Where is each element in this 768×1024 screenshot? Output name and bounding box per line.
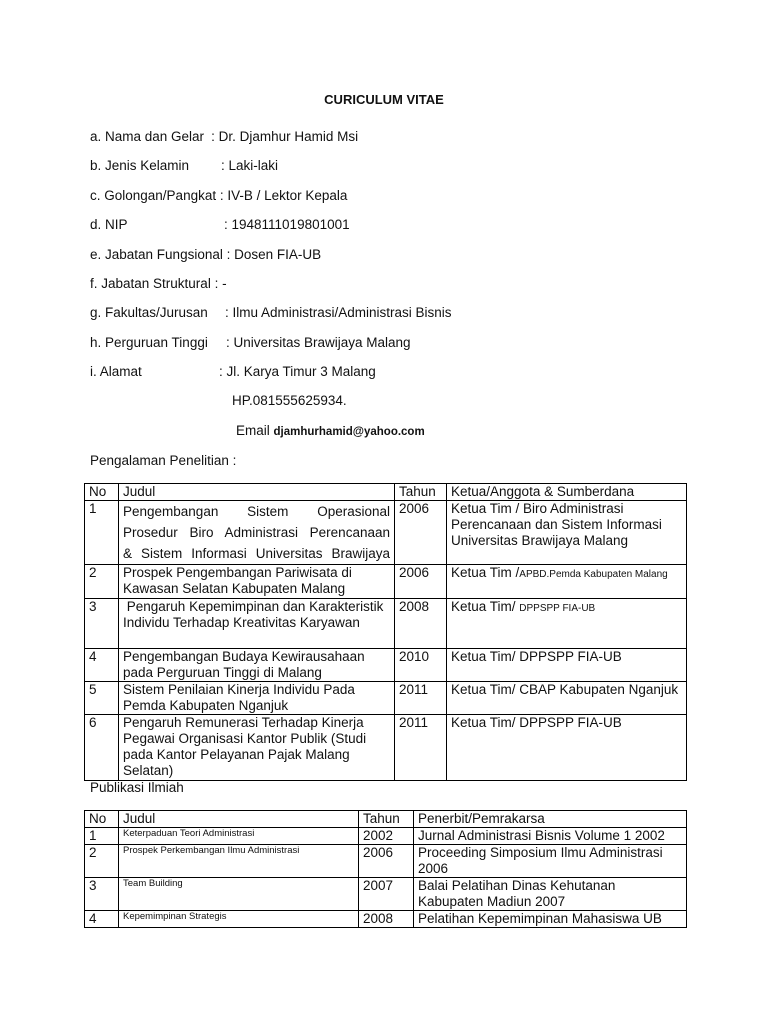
- cell-judul: [119, 501, 395, 565]
- judul-line: & Sistem Informasi Universitas Brawijaya: [123, 546, 390, 561]
- cell-no: 2: [85, 565, 119, 599]
- header-judul: Judul: [119, 484, 395, 501]
- cell-no: 3: [85, 599, 119, 649]
- ketua-text: Ketua Tim/: [451, 599, 520, 614]
- field-value: : Laki-laki: [221, 158, 279, 173]
- header-penerbit: Penerbit/Pemrakarsa: [414, 811, 687, 828]
- ketua-small: DPPSPP FIA-UB: [519, 603, 596, 614]
- table-row: [85, 845, 687, 878]
- cell-tahun: 2006: [395, 565, 447, 599]
- email-address: djamhurhamid@yahoo.com: [273, 426, 425, 438]
- field-value: : IV-B / Lektor Kepala: [219, 188, 348, 203]
- cell-judul: Prospek Perkembangan Ilmu Administrasi: [119, 845, 359, 878]
- field-label: b. Jenis Kelamin: [90, 158, 190, 173]
- publications-table: [84, 810, 687, 928]
- field-fakultas: [90, 305, 452, 320]
- cell-judul: Team Building: [119, 878, 359, 911]
- judul-line: Prosedur Biro Administrasi Perencanaan: [123, 525, 390, 540]
- judul-line: Pengembangan Sistem Operasional: [123, 504, 390, 519]
- ketua-small: APBD.Pemda Kabupaten Malang: [519, 569, 668, 580]
- table-header-row: [85, 811, 687, 828]
- email-label: Email: [236, 423, 270, 438]
- research-heading: Pengalaman Penelitian :: [90, 453, 237, 468]
- header-no: No: [85, 811, 119, 828]
- table-row: [85, 599, 687, 649]
- field-value: : 1948111019801001: [224, 217, 350, 232]
- cell-no: 3: [85, 878, 119, 911]
- table-row: [85, 565, 687, 599]
- cell-judul: Pengaruh Remunerasi Terhadap Kinerja Pegawai Organisasi Kantor Publik (Studi pada Kantor Pelayanan Pajak Malang Selatan): [119, 715, 395, 781]
- header-ketua: Ketua/Anggota & Sumberdana: [447, 484, 687, 501]
- cell-tahun: 2002: [359, 828, 414, 845]
- cell-ketua: Ketua Tim/ DPPSPP FIA-UB: [447, 649, 687, 682]
- field-label: f. Jabatan Struktural: [90, 276, 211, 291]
- header-judul: Judul: [119, 811, 359, 828]
- table-row: [85, 501, 687, 565]
- cell-tahun: 2006: [359, 845, 414, 878]
- cell-ketua: Ketua Tim / Biro Administrasi Perencanaan dan Sistem Informasi Universitas Brawijaya Malang: [447, 501, 687, 565]
- cell-penerbit: Jurnal Administrasi Bisnis Volume 1 2002: [414, 828, 687, 845]
- field-golongan: [90, 188, 347, 203]
- research-table: [84, 483, 687, 781]
- field-alamat: [90, 364, 376, 379]
- table-row: [85, 682, 687, 715]
- cell-tahun: 2011: [395, 682, 447, 715]
- cell-no: 4: [85, 911, 119, 928]
- field-label: c. Golongan/Pangkat: [90, 188, 217, 203]
- field-jabatan-fungsional: [90, 247, 321, 262]
- table-row: [85, 649, 687, 682]
- field-label: e. Jabatan Fungsional: [90, 247, 223, 262]
- cell-ketua: Ketua Tim/ CBAP Kabupaten Nganjuk: [447, 682, 687, 715]
- field-value: : -: [214, 276, 227, 291]
- cell-ketua: Ketua Tim/ DPPSPP FIA-UB: [447, 715, 687, 781]
- cell-no: 6: [85, 715, 119, 781]
- cell-judul: Sistem Penilaian Kinerja Individu Pada Pemda Kabupaten Nganjuk: [119, 682, 395, 715]
- cell-judul: Kepemimpinan Strategis: [119, 911, 359, 928]
- cell-penerbit: Balai Pelatihan Dinas Kehutanan Kabupaten Madiun 2007: [414, 878, 687, 911]
- field-label: i. Alamat: [90, 364, 142, 379]
- cell-judul: Pengaruh Kepemimpinan dan Karakteristik Individu Terhadap Kreativitas Karyawan: [119, 599, 395, 649]
- field-value: : Universitas Brawijaya Malang: [226, 335, 411, 350]
- cell-no: 5: [85, 682, 119, 715]
- cell-judul: Keterpaduan Teori Administrasi: [119, 828, 359, 845]
- publications-heading: Publikasi Ilmiah: [90, 780, 184, 795]
- table-row: [85, 828, 687, 845]
- table-header-row: [85, 484, 687, 501]
- cell-no: 1: [85, 501, 119, 565]
- header-no: No: [85, 484, 119, 501]
- cell-judul: Pengembangan Budaya Kewirausahaan pada Perguruan Tinggi di Malang: [119, 649, 395, 682]
- table-row: [85, 911, 687, 928]
- cell-tahun: 2010: [395, 649, 447, 682]
- cell-penerbit: Pelatihan Kepemimpinan Mahasiswa UB: [414, 911, 687, 928]
- cell-no: 2: [85, 845, 119, 878]
- table-row: [85, 715, 687, 781]
- cell-tahun: 2006: [395, 501, 447, 565]
- ketua-text: Ketua Tim /: [451, 565, 520, 580]
- field-label: g. Fakultas/Jurusan: [90, 305, 208, 320]
- field-label: h. Perguruan Tinggi: [90, 335, 208, 350]
- cell-no: 4: [85, 649, 119, 682]
- field-nip: [90, 217, 350, 232]
- field-perguruan-tinggi: [90, 335, 411, 350]
- cell-tahun: 2008: [359, 911, 414, 928]
- cell-ketua: [447, 599, 687, 649]
- cell-tahun: 2007: [359, 878, 414, 911]
- field-value: : Dr. Djamhur Hamid Msi: [211, 129, 359, 144]
- document-title: CURICULUM VITAE: [324, 92, 444, 107]
- cell-penerbit: Proceeding Simposium Ilmu Administrasi 2006: [414, 845, 687, 878]
- header-tahun: Tahun: [395, 484, 447, 501]
- field-value: : Dosen FIA-UB: [226, 247, 322, 262]
- field-email: [236, 423, 425, 438]
- cell-judul: Prospek Pengembangan Pariwisata di Kawasan Selatan Kabupaten Malang: [119, 565, 395, 599]
- field-label: d. NIP: [90, 217, 128, 232]
- field-label: a. Nama dan Gelar: [90, 129, 205, 144]
- field-value: : Ilmu Administrasi/Administrasi Bisnis: [225, 305, 452, 320]
- header-tahun: Tahun: [359, 811, 414, 828]
- cell-ketua: [447, 565, 687, 599]
- cell-tahun: 2011: [395, 715, 447, 781]
- table-row: [85, 878, 687, 911]
- field-jabatan-struktural: [90, 276, 227, 291]
- field-hp: HP.081555625934.: [232, 393, 347, 408]
- field-jenis-kelamin: [90, 158, 278, 173]
- cell-no: 1: [85, 828, 119, 845]
- field-nama: [90, 129, 358, 144]
- cell-tahun: 2008: [395, 599, 447, 649]
- field-value: : Jl. Karya Timur 3 Malang: [219, 364, 376, 379]
